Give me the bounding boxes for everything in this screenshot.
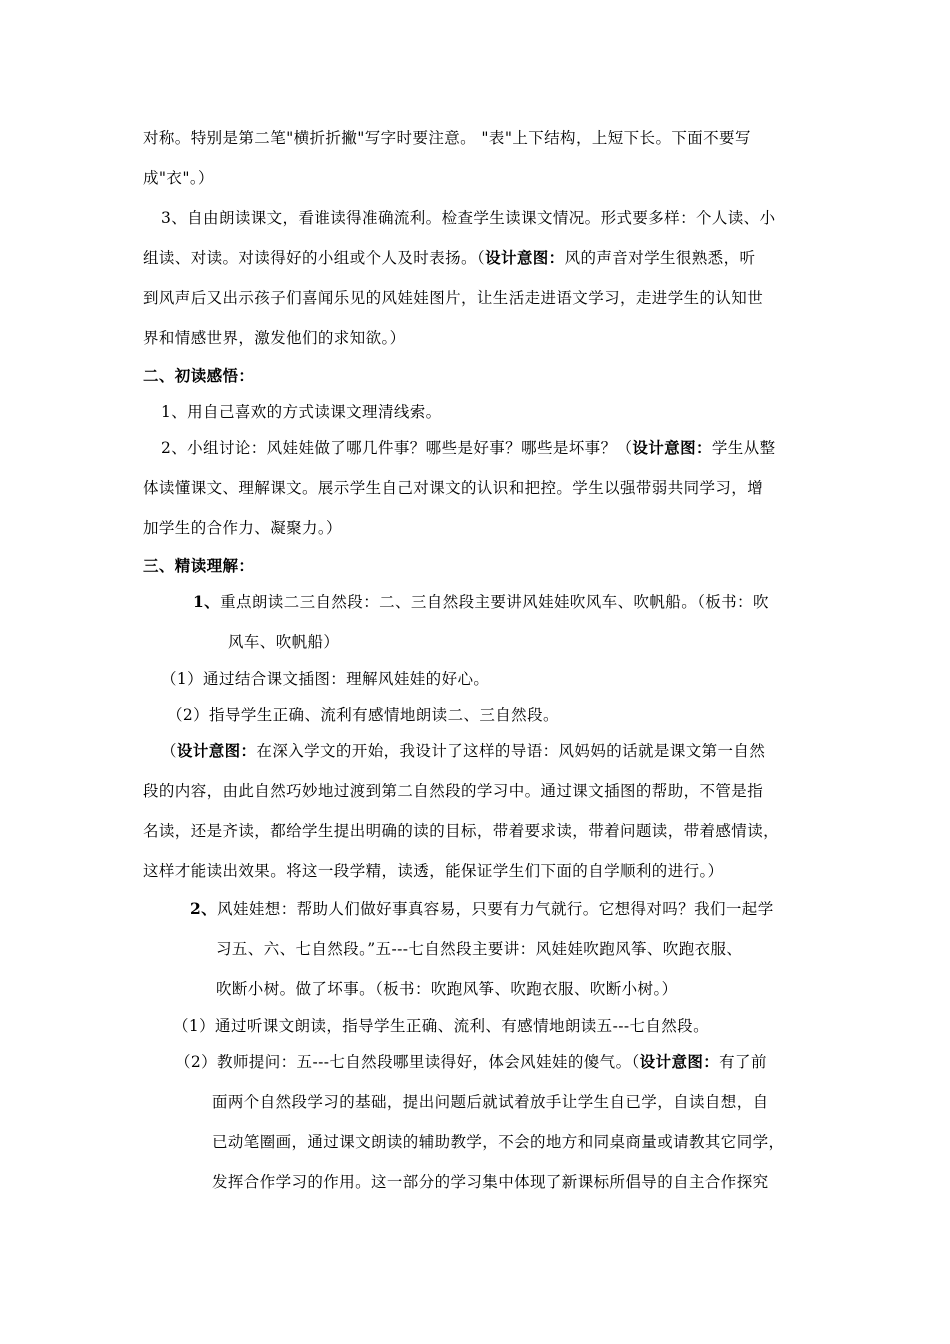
section3-point1-line1 [193,592,769,612]
section2-heading: 二、初读感悟： [143,366,255,385]
point1-note-text: 在深入学文的开始，我设计了这样的导语：风妈妈的话就是课文第一自然 [256,742,766,760]
point1-note-line4: 这样才能读出效果。将这一段学精，读透，能保证学生们下面的自学顺利的进行。） [143,862,724,880]
point2-number: 2、 [190,899,218,918]
point2-text: 风娃娃想：帮助人们做好事真容易，只要有力气就行。它想得对吗？我们一起学 [217,900,774,918]
section2-item2-line2: 体读懂课文、理解课文。展示学生自己对课文的认识和把控。学生以强带弱共同学习，增 [143,479,764,497]
section2-item2-line1 [161,438,776,458]
point2-sub2-line2: 面两个自然段学习的基础，提出问题后就试着放手让学生自已学，自读自想，自 [212,1093,769,1111]
para2-line3: 到风声后又出示孩子们喜闻乐见的风娃娃图片，让生活走进语文学习，走进学生的认知世 [143,289,764,307]
para2-line1: 3、自由朗读课文，看谁读得准确流利。检查学生读课文情况。形式要多样：个人读、小 [161,209,776,227]
para1-line2: 成"衣"。） [143,169,214,187]
design-intent-label: 设计意图： [639,1052,720,1071]
point1-note-open: （ [161,742,177,760]
point1-note-line2: 段的内容，由此自然巧妙地过渡到第二自然段的学习中。通过课文插图的帮助，不管是指 [143,782,764,800]
section3-point2-line3: 吹断小树。做了坏事。（板书：吹跑风筝、吹跑衣服、吹断小树。） [216,980,678,998]
point1-sub1: （1）通过结合课文插图：理解风娃娃的好心。 [161,670,490,688]
point2-sub2-line1 [175,1052,767,1072]
point2-sub2-text-b: 有了前 [719,1053,767,1071]
point2-sub2-text: （2）教师提问：五---七自然段哪里读得好，体会风娃娃的傻气。（ [175,1053,640,1071]
section3-point1-line2: 风车、吹帆船） [228,633,340,651]
design-intent-label: 设计意图： [632,438,712,457]
point1-note-line1 [161,741,765,761]
point1-sub2: （2）指导学生正确、流利有感情地朗读二、三自然段。 [167,706,559,724]
para2-line4: 界和情感世界，激发他们的求知欲。） [143,329,406,347]
section2-item2-line3: 加学生的合作力、凝聚力。） [143,519,342,537]
section2-item2-text-b: 学生从整 [711,439,776,457]
section3-heading: 三、精读理解： [143,556,255,575]
para2-line2 [143,248,755,268]
section2-item2-text: 2、小组讨论：风娃娃做了哪几件事？哪些是好事？哪些是坏事？（ [161,439,633,457]
para2-line2-text: 组读、对读。对读得好的小组或个人及时表扬。（ [143,249,486,267]
point1-text: 重点朗读二三自然段：二、三自然段主要讲风娃娃吹风车、吹帆船。（板书：吹 [220,593,769,611]
point2-sub1: （1）通过听课文朗读，指导学生正确、流利、有感情地朗读五---七自然段。 [173,1017,709,1035]
section2-item1: 1、用自己喜欢的方式读课文理清线索。 [161,403,442,421]
point2-sub2-line3: 已动笔圈画，通过课文朗读的辅助教学，不会的地方和同桌商量或请教其它同学， [212,1133,785,1151]
design-intent-label: 设计意图： [485,248,565,267]
section3-point2-line1 [190,899,774,919]
para1-line1: 对称。特别是第二笔"横折折撇"写字时要注意。 "表"上下结构，上短下长。下面不要写 [143,129,751,147]
point1-number: 1、 [193,592,221,611]
point1-note-line3: 名读，还是齐读，都给学生提出明确的读的目标，带着要求读，带着问题读，带着感情读， [143,822,780,840]
para2-line2-text-b: 风的声音对学生很熟悉，听 [564,249,756,267]
section3-point2-line2: 习五、六、七自然段。”五---七自然段主要讲：风娃娃吹跑风筝、吹跑衣服、 [216,940,743,958]
design-intent-label: 设计意图： [176,741,257,760]
point2-sub2-line4: 发挥合作学习的作用。这一部分的学习集中体现了新课标所倡导的自主合作探究 [212,1173,769,1191]
